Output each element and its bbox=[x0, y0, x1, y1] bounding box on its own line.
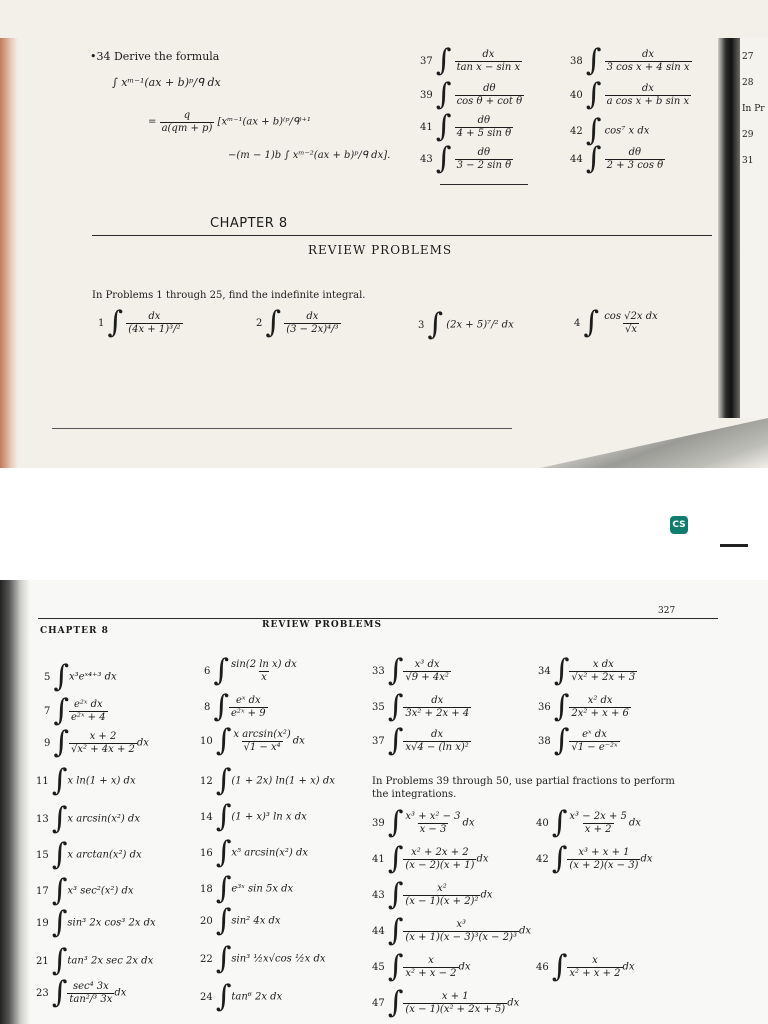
review-4: 4 ∫ $\frac{\text{cos √2x dx}}{√x}$ bbox=[574, 305, 658, 340]
problem-16: 16 ∫x⁵ arcsin(x²) dx bbox=[200, 835, 308, 870]
problem-6: 6 ∫ $\frac{\text{sin(2 ln x) dx}}{x}$ bbox=[204, 653, 297, 688]
problem-46: 46 ∫ $\frac{x}{\text{x² + x + 2}}$ dx bbox=[536, 949, 635, 984]
problem-15: 15 ∫x arctan(x²) dx bbox=[36, 837, 142, 872]
review-3: 3 ∫ (2x + 5)⁷/² dx bbox=[418, 307, 514, 342]
problem-19: 19 ∫sin³ 2x cos³ 2x dx bbox=[36, 905, 156, 940]
header-rule bbox=[38, 618, 718, 619]
problem-20: 20 ∫sin² 4x dx bbox=[200, 903, 281, 938]
problem-35: 35 ∫ $\frac{dx}{\text{3x² + 2x + 4}}$ bbox=[372, 689, 470, 724]
review-2: 2 ∫ $\frac{dx}{\text{(3 − 2x)⁴/³}}$ bbox=[256, 305, 339, 340]
problem-9: 9 ∫ $\frac{x + 2}{\text{√x² + 4x + 2}}$ dx bbox=[44, 725, 149, 760]
integral-38: 38 ∫ $\frac{dx}{\text{3 cos x + 4 sin x}}$ bbox=[570, 43, 690, 78]
integral-39: 39 ∫ $\frac{d\theta}{\text{cos θ + cot θ}}$ bbox=[420, 77, 523, 112]
problem-22: 22 ∫sin³ ½x√cos ½x dx bbox=[200, 941, 326, 976]
problem-34-line2: = $\frac{q}{a(qm + p)}$ [xᵐ⁻¹(ax + b)⁽ᵖ/ᑫ⁾⁺¹ bbox=[148, 110, 311, 134]
problem-41: 41 ∫ $\frac{\text{x² + 2x + 2}}{(x - 2)(x + 1)}$ dx bbox=[372, 841, 489, 876]
problem-34-line1: ∫ xᵐ⁻¹(ax + b)ᵖ/ᑫ dx bbox=[112, 76, 221, 89]
book-spine bbox=[718, 38, 740, 418]
problem-12: 12 ∫(1 + 2x) ln(1 + x) dx bbox=[200, 763, 335, 798]
instructions: In Problems 1 through 25, find the indefinite integral. bbox=[92, 290, 366, 301]
running-head: REVIEW PROBLEMS bbox=[262, 620, 382, 630]
integral-42: 42 ∫ cos⁷ x dx bbox=[570, 113, 650, 148]
problem-7: 7 ∫ $\frac{\text{e²ˣ dx}}{\text{e²ˣ + 4}}$ bbox=[44, 693, 106, 728]
problem-34-heading: •34 Derive the formula bbox=[90, 50, 220, 63]
chapter-rule bbox=[92, 235, 712, 236]
problem-40: 40 ∫ $\frac{\text{x³ − 2x + 5}}{x + 2}$ dx bbox=[536, 805, 641, 840]
integral-40: 40 ∫ $\frac{dx}{\text{a cos x + b sin x}}$ bbox=[570, 77, 690, 112]
page-number: 327 bbox=[658, 606, 676, 616]
problem-5: 5 ∫x³eˣ⁴⁺³ dx bbox=[44, 659, 117, 694]
problem-38: 38 ∫ $\frac{\text{eˣ dx}}{\text{√1 − e⁻²ˣ}}$ bbox=[538, 723, 618, 758]
page-edge bbox=[0, 38, 18, 468]
integral-43: 43 ∫ $\frac{d\theta}{\text{3 − 2 sin θ}}$ bbox=[420, 141, 512, 176]
problem-11: 11 ∫x ln(1 + x) dx bbox=[36, 763, 136, 798]
section-title: REVIEW PROBLEMS bbox=[308, 243, 453, 257]
problem-23: 23 ∫ $\frac{\text{sec⁴ 3x}}{\text{tan²/³ 3x}}$ dx bbox=[36, 975, 127, 1010]
problem-17: 17 ∫x³ sec²(x²) dx bbox=[36, 873, 134, 908]
problem-34: 34 ∫ $\frac{\text{x dx}}{\text{√x² + 2x + 3}}$ bbox=[538, 653, 636, 688]
scan-edge-mark bbox=[720, 544, 748, 547]
chapter-label: CHAPTER 8 bbox=[40, 626, 109, 636]
problem-39: 39 ∫ $\frac{\text{x³ + x² − 3}}{x - 3}$ dx bbox=[372, 805, 475, 840]
page-edge bbox=[0, 580, 30, 1024]
chapter-title: CHAPTER 8 bbox=[210, 216, 288, 231]
integral-41: 41 ∫ $\frac{d\theta}{\text{4 + 5 sin θ}}$ bbox=[420, 109, 512, 144]
problem-21: 21 ∫tan³ 2x sec 2x dx bbox=[36, 943, 154, 978]
divider bbox=[440, 184, 528, 185]
problem-36: 36 ∫ $\frac{\text{x² dx}}{\text{2x² + x + 6}}$ bbox=[538, 689, 629, 724]
integral-44: 44 ∫ $\frac{d\theta}{\text{2 + 3 cos θ}}$ bbox=[570, 141, 664, 176]
problem-45: 45 ∫ $\frac{x}{\text{x² + x − 2}}$ dx bbox=[372, 949, 471, 984]
problem-14: 14 ∫(1 + x)³ ln x dx bbox=[200, 799, 307, 834]
problem-13: 13 ∫x arcsin(x²) dx bbox=[36, 801, 140, 836]
fraction: $\frac{q}{a(qm + p)}$ bbox=[161, 110, 213, 134]
problem-43: 43 ∫ $\frac{\text{x²}}{\text{(x − 1)(x + 2)²}}$ dx bbox=[372, 877, 493, 912]
problem-34-line3: −(m − 1)b ∫ xᵐ⁻²(ax + b)ᵖ/ᑫ dx]. bbox=[228, 150, 391, 161]
adjacent-page-text: 27 28 In Pr 29 31 bbox=[742, 52, 765, 166]
problem-18: 18 ∫e³ˣ sin 5x dx bbox=[200, 871, 294, 906]
problem-37: 37 ∫ $\frac{dx}{\text{x√4 − (ln x)²}}$ bbox=[372, 723, 469, 758]
problem-42: 42 ∫ $\frac{\text{x³ + x + 1}}{(x + 2)(x - 3)}$ dx bbox=[536, 841, 653, 876]
problem-24: 24 ∫tan⁶ 2x dx bbox=[200, 979, 283, 1014]
problem-47: 47 ∫ $\frac{x + 1}{\text{(x − 1)(x² + 2x + 5)}}$ dx bbox=[372, 985, 520, 1020]
page-gap bbox=[0, 468, 768, 482]
problem-8: 8 ∫ $\frac{\text{eˣ dx}}{\text{e²ˣ + 9}}$ bbox=[204, 689, 266, 724]
review-1: 1 ∫ $\frac{dx}{\text{(4x + 1)³/²}}$ bbox=[98, 305, 181, 340]
problem-10: 10 ∫ $\frac{\text{x arcsin(x²)}}{\text{√1 − x⁴}}$ dx bbox=[200, 723, 305, 758]
integral-37: 37 ∫ $\frac{dx}{\text{tan x − sin x}}$ bbox=[420, 43, 521, 78]
problem-33: 33 ∫ $\frac{\text{x³ dx}}{\text{√9 + 4x²}}$ bbox=[372, 653, 449, 688]
bottom-rule bbox=[52, 428, 512, 429]
partial-fractions-instructions: In Problems 39 through 50, use partial fractions to perform the integrations. bbox=[372, 776, 675, 800]
problem-44: 44 ∫ $\frac{\text{x³}}{\text{(x + 1)(x − 3)³(x − 2)³}}$ dx bbox=[372, 913, 532, 948]
camscanner-badge: CS bbox=[670, 516, 688, 534]
